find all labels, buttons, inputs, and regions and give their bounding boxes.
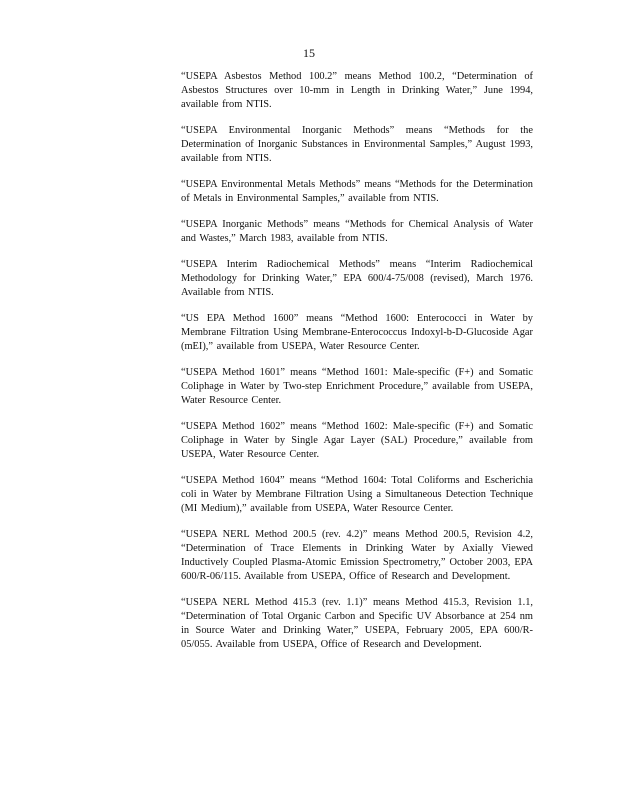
definition-asbestos-method-100-2: “USEPA Asbestos Method 100.2” means Method 100.2, “Determination of Asbestos Structures over 10-mm in Length in Drinking Water,” June 1994, available from NTIS. bbox=[181, 71, 533, 110]
definition-inorganic-methods: “USEPA Inorganic Methods” means “Methods for Chemical Analysis of Water and Wastes,” March 1983, available from NTIS. bbox=[181, 219, 533, 244]
definition-nerl-method-415-3: “USEPA NERL Method 415.3 (rev. 1.1)” means Method 415.3, Revision 1.1, “Determination of Total Organic Carbon and Specific UV Absorbance at 254 nm in Source Water and Drinking Water,” USEPA, February 2005, EPA 600/R-05/055. Available from USEPA, Office of Research and Development. bbox=[181, 597, 533, 650]
definitions-list bbox=[181, 70, 533, 664]
definition-method-1600: “US EPA Method 1600” means “Method 1600: Enterococci in Water by Membrane Filtration Using Membrane-Enterococcus Indoxyl-b-D-Glucoside Agar (mEI),” available from USEPA, Water Resource Center. bbox=[181, 313, 533, 352]
definition-environmental-inorganic-methods: “USEPA Environmental Inorganic Methods” means “Methods for the Determination of Inorganic Substances in Environmental Samples,” August 1993, available from NTIS. bbox=[181, 125, 533, 164]
definition-method-1601: “USEPA Method 1601” means “Method 1601: Male-specific (F+) and Somatic Coliphage in Water by Two-step Enrichment Procedure,” available from USEPA, Water Resource Center. bbox=[181, 367, 533, 406]
definition-method-1602: “USEPA Method 1602” means “Method 1602: Male-specific (F+) and Somatic Coliphage in Water by Single Agar Layer (SAL) Procedure,” available from USEPA, Water Resource Center. bbox=[181, 421, 533, 460]
definition-environmental-metals-methods: “USEPA Environmental Metals Methods” means “Methods for the Determination of Metals in Environmental Samples,” available from NTIS. bbox=[181, 179, 533, 204]
page-number: 15 bbox=[303, 46, 315, 60]
definition-nerl-method-200-5: “USEPA NERL Method 200.5 (rev. 4.2)” means Method 200.5, Revision 4.2, “Determination of Trace Elements in Drinking Water by Axially Viewed Inductively Coupled Plasma-Atomic Emission Spectrometry,” October 2003, EPA 600/R-06/115. Available from USEPA, Office of Research and Development. bbox=[181, 529, 533, 582]
definition-method-1604: “USEPA Method 1604” means “Method 1604: Total Coliforms and Escherichia coli in Water by Membrane Filtration Using a Simultaneous Detection Technique (MI Medium),” available from USEPA, Water Resource Center. bbox=[181, 475, 533, 514]
definition-interim-radiochemical-methods: “USEPA Interim Radiochemical Methods” means “Interim Radiochemical Methodology for Drinking Water,” EPA 600/4-75/008 (revised), March 1976. Available from NTIS. bbox=[181, 259, 533, 298]
